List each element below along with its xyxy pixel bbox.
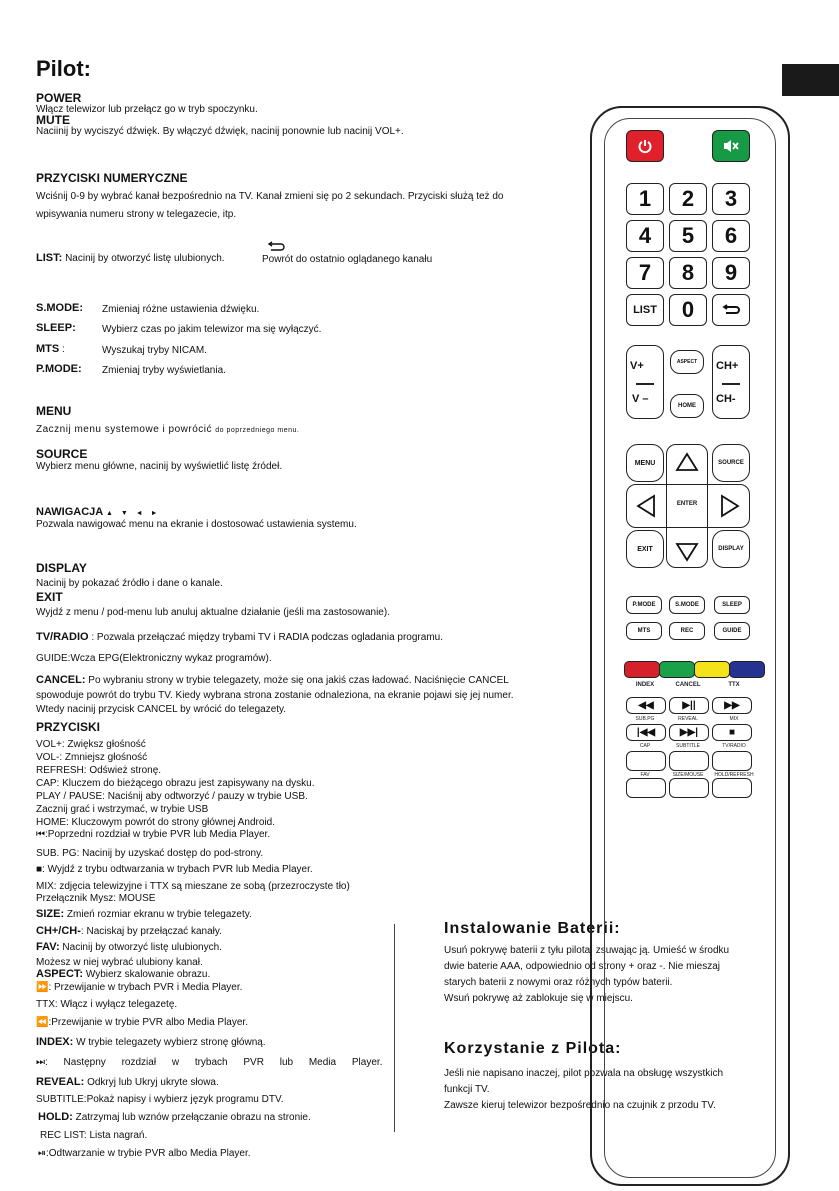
nav-heading: NAWIGACJA <box>36 506 104 518</box>
tvradio-label: TV/RADIO <box>722 743 746 749</box>
volume-rocker[interactable] <box>626 345 664 419</box>
next-line <box>36 1057 382 1068</box>
channel-rocker[interactable] <box>712 345 750 419</box>
cancel-label: CANCEL <box>675 682 701 688</box>
aspect-text: Wybierz skalowanie obrazu. <box>85 969 211 980</box>
size-heading: SIZE: <box>36 908 65 920</box>
pmode-key: P.MODE: <box>36 363 82 375</box>
hold-heading: HOLD: <box>38 1111 73 1123</box>
page-tab-marker <box>782 64 839 96</box>
cap-label: CAP <box>639 743 651 749</box>
chch-line <box>36 925 222 937</box>
size-text: Zmień rozmiar ekranu w trybie telegazety. <box>66 909 252 920</box>
przyciski-line-4: PLAY / PAUSE: Naciśnij aby odtworzyć / pauzy w trybie USB. <box>36 791 308 802</box>
przyciski-line-0: VOL+: Zwiększ głośność <box>36 739 146 750</box>
recall-button-icon <box>721 304 741 316</box>
guide-text: GUIDE:Wcza EPG(Elektroniczny wykaz programów). <box>36 653 272 664</box>
next-text: : Następny rozdział w trybach PVR lub Media Player. <box>45 1057 383 1068</box>
nav-arrows: ▲ ▼ ◄ ► <box>106 510 161 517</box>
prev-chapter-icon: ⏮ <box>36 829 45 840</box>
nav-line <box>36 506 161 518</box>
fast-forward-button-icon: ▶▶ <box>724 700 740 711</box>
stop-text: : Wyjdź z trybu odtwarzania w trybach PVR lub Media Player. <box>42 864 313 875</box>
mute-icon <box>722 138 740 154</box>
yellow-button[interactable] <box>694 661 730 678</box>
fast-forward-button[interactable] <box>712 697 752 714</box>
recall-text: Powrót do ostatnio oglądanego kanału <box>262 254 433 265</box>
num-button-8[interactable]: 8 <box>669 257 707 289</box>
ff-text: : Przewijanie w trybach PVR i Media Player. <box>48 982 243 993</box>
stop-button-icon: ■ <box>728 727 736 738</box>
stop-line <box>36 864 313 875</box>
index-heading: INDEX: <box>36 1036 74 1048</box>
przyciski-line-3: CAP: Kluczem do bieżącego obrazu jest zapisywany na dysku. <box>36 778 315 789</box>
num-button-4[interactable]: 4 <box>626 220 664 252</box>
numeric-heading: PRZYCISKI NUMERYCZNE <box>36 171 188 185</box>
nav-up-icon[interactable] <box>675 452 699 477</box>
pmode-line <box>36 363 82 375</box>
rewind-button[interactable] <box>626 697 666 714</box>
mute-heading: MUTE <box>36 113 70 127</box>
ttx-label: TTX <box>728 682 740 688</box>
battery-line-3: starych baterii z nowymi oraz różnych typów baterii. <box>444 977 673 988</box>
reveal-heading: REVEAL: <box>36 1076 85 1088</box>
pmode-button[interactable]: P.MODE <box>626 596 662 614</box>
play-pause-icon: ⏯ <box>38 1148 46 1159</box>
tvradio-heading: TV/RADIO <box>36 631 89 643</box>
mute-text: Naciinij by wyciszyć dźwięk. By włączyć dźwięk, nacinij ponownie lub nacinij VOL+. <box>36 126 404 137</box>
cancel-text-1: Po wybraniu strony w trybie telegazety, może się ona jakiś czas ładować. Naciśnięcie CANCEL <box>88 675 509 686</box>
prev-text: :Poprzedni rozdział w trybie PVR lub Media Player. <box>45 829 271 840</box>
rewind-button-icon: ◀◀ <box>638 700 654 711</box>
index-label: INDEX <box>635 682 655 688</box>
sleep-key: SLEEP: <box>36 322 76 334</box>
recall-button[interactable] <box>712 294 750 326</box>
subtitle-text: SUBTITLE:Pokaż napisy i wybierz język programu DTV. <box>36 1094 284 1105</box>
power-icon <box>637 138 653 154</box>
przyciski-line-5: Zacznij grać i wstrzymać, w trybie USB <box>36 804 209 815</box>
num-button-6[interactable]: 6 <box>712 220 750 252</box>
num-button-9[interactable]: 9 <box>712 257 750 289</box>
num-button-1[interactable]: 1 <box>626 183 664 215</box>
cancel-text-2: spowoduje powrót do trybu TV. Kiedy wybrana strona zostanie odnaleziona, na ekranie pojawi się jej numer. <box>36 690 514 701</box>
cap-button[interactable] <box>626 751 666 771</box>
source-heading: SOURCE <box>36 447 88 461</box>
rew-line <box>36 1017 248 1028</box>
przyciski-line-1: VOL-: Zmniejsz głośność <box>36 752 148 763</box>
battery-line-4: Wsuń pokrywę aż zablokuje się w miejscu. <box>444 993 633 1004</box>
num-button-7[interactable]: 7 <box>626 257 664 289</box>
mts-text: Wyszukaj tryby NICAM. <box>102 345 207 356</box>
aspect-button[interactable]: ASPECT <box>670 350 704 374</box>
przyciski-line-2: REFRESH: Odśwież stronę. <box>36 765 162 776</box>
size-mouse-button[interactable] <box>669 778 709 798</box>
display-heading: DISPLAY <box>36 561 87 575</box>
usage-line-3: Zawsze kieruj telewizor bezpośrednio na czujnik z przodu TV. <box>444 1100 716 1111</box>
reveal-text: Odkryj lub Ukryj ukryte słowa. <box>87 1077 219 1088</box>
przyciski-heading: PRZYCISKI <box>36 720 101 734</box>
przyciski-line-6: HOME: Kluczowym powrót do strony głównej Android. <box>36 817 275 828</box>
reclist-text: REC LIST: Lista nagrań. <box>40 1130 148 1141</box>
exit-text: Wyjdź z menu / pod-menu lub anuluj aktualne działanie (jeśli ma zastosowanie). <box>36 607 390 618</box>
usage-line-2: funkcji TV. <box>444 1084 490 1095</box>
nav-left-icon[interactable] <box>636 494 656 523</box>
menu-button[interactable]: MENU <box>626 444 664 482</box>
przyciski-line-10: MIX: zdjęcia telewizyjne i TTX są mieszane ze sobą (przezroczyste tło) <box>36 881 350 892</box>
num-button-2[interactable]: 2 <box>669 183 707 215</box>
mts-button[interactable]: MTS <box>626 622 662 640</box>
tvradio-button[interactable] <box>712 751 752 771</box>
fav-text: Nacinij by otworzyć listę ulubionych. <box>62 942 222 953</box>
guide-button[interactable]: GUIDE <box>714 622 750 640</box>
mts-sep: : <box>59 344 65 355</box>
subpg-label: SUB.PG <box>635 716 655 722</box>
next-chapter-button[interactable] <box>669 724 709 741</box>
display-text: Nacinij by pokazać źródło i dane o kanale. <box>36 578 223 589</box>
page-title: Pilot: <box>36 56 91 81</box>
menu-small: do poprzedniego menu. <box>215 427 300 434</box>
przyciski-line-8: SUB. PG: Nacinij by uzyskać dostęp do pod-strony. <box>36 848 264 859</box>
home-button[interactable]: HOME <box>670 394 704 418</box>
vol-down-label: V – <box>632 393 649 405</box>
nav-down-icon[interactable] <box>675 542 699 567</box>
subtitle-label: SUBTITLE <box>676 743 700 749</box>
column-divider <box>394 924 395 1132</box>
sleep-button[interactable]: SLEEP <box>714 596 750 614</box>
fav-line <box>36 941 222 953</box>
aspect-line <box>36 968 210 980</box>
ch-separator <box>722 383 740 385</box>
source-button[interactable]: SOURCE <box>712 444 750 482</box>
next-chapter-button-icon: ▶▶| <box>679 727 699 738</box>
ttx-text: TTX: Włącz i wyłącz telegazetę. <box>36 999 178 1010</box>
sleep-line <box>36 322 76 334</box>
rec-button[interactable]: REC <box>669 622 705 640</box>
subtitle-button[interactable] <box>669 751 709 771</box>
exit-heading: EXIT <box>36 590 63 604</box>
fav-heading: FAV: <box>36 941 60 953</box>
num-button-5[interactable]: 5 <box>669 220 707 252</box>
smode-line <box>36 302 83 314</box>
chch-text: : Naciskaj by przełączać kanały. <box>80 926 222 937</box>
index-line <box>36 1036 266 1048</box>
enter-button[interactable]: ENTER <box>676 501 698 507</box>
size-mouse-label: SIZE/MOUSE <box>672 772 704 778</box>
prev-chapter-button-icon: |◀◀ <box>636 727 656 738</box>
mts-line <box>36 343 65 355</box>
hold-line <box>38 1111 311 1123</box>
mix-label: MIX <box>729 716 739 722</box>
nav-right-icon[interactable] <box>720 494 740 523</box>
nav-text: Pozwala nawigować menu na ekranie i dostosować ustawienia systemu. <box>36 519 357 530</box>
vol-separator <box>636 383 654 385</box>
stop-icon: ■ <box>36 864 43 875</box>
fav-button[interactable] <box>626 778 666 798</box>
hold-refresh-button[interactable] <box>712 778 752 798</box>
play-pause-button-icon: ▶|| <box>682 700 696 711</box>
rew-text: :Przewijanie w trybie PVR albo Media Player. <box>48 1017 248 1028</box>
red-button[interactable] <box>624 661 660 678</box>
prev-line <box>36 829 270 840</box>
ff-line <box>36 982 242 993</box>
list-line <box>36 252 225 264</box>
size-line <box>36 908 252 920</box>
next-chapter-icon: ⏭ <box>36 1057 45 1068</box>
smode-text: Zmieniaj różne ustawienia dźwięku. <box>102 304 260 315</box>
battery-line-2: dwie baterie AAA, odpowiednio od strony + oraz -. Nie mieszaj <box>444 961 720 972</box>
fav-label: FAV <box>640 772 650 778</box>
mts-key: MTS <box>36 343 60 355</box>
play-pause-button[interactable] <box>669 697 709 714</box>
reveal-line <box>36 1076 219 1088</box>
fast-forward-icon: ⏩ <box>36 982 49 993</box>
power-button[interactable] <box>626 130 664 162</box>
exit-button[interactable]: EXIT <box>626 530 664 568</box>
green-button[interactable] <box>659 661 695 678</box>
usage-line-1: Jeśli nie napisano inaczej, pilot pozwala na obsługę wszystkich <box>444 1068 724 1079</box>
playpause-text: :Odtwarzanie w trybie PVR albo Media Player. <box>46 1148 251 1159</box>
cancel-heading: CANCEL: <box>36 674 86 686</box>
battery-heading: Instalowanie Baterii: <box>444 920 621 937</box>
power-heading: POWER <box>36 91 82 105</box>
przyciski-line-11: Przełącznik Mysz: MOUSE <box>36 893 156 904</box>
playpause-line <box>38 1148 251 1159</box>
power-text: Włącz telewizor lub przełącz go w tryb spoczynku. <box>36 104 258 115</box>
usage-heading: Korzystanie z Pilota: <box>444 1040 622 1057</box>
source-text: Wybierz menu główne, nacinij by wyświetlić listę źródeł. <box>36 461 283 472</box>
ch-up-label: CH+ <box>716 360 739 372</box>
ch-down-label: CH- <box>716 393 736 405</box>
hold-text: Zatrzymaj lub wznów przełączanie obrazu na stronie. <box>75 1112 311 1123</box>
battery-line-1: Usuń pokrywę baterii z tyłu pilota, zsuwając ją. Umieść w środku <box>444 945 730 956</box>
blue-button[interactable] <box>729 661 765 678</box>
chch-heading: CH+/CH- <box>36 925 81 937</box>
menu-heading: MENU <box>36 404 72 418</box>
cancel-text-3: Wtedy nacinij przycisk CANCEL by wrócić do telegazety. <box>36 704 287 715</box>
tvradio-line <box>36 631 443 643</box>
display-button[interactable]: DISPLAY <box>712 530 750 568</box>
mute-button[interactable] <box>712 130 750 162</box>
menu-line <box>36 424 299 435</box>
prev-chapter-button[interactable] <box>626 724 666 741</box>
vol-up-label: V+ <box>630 360 644 372</box>
list-heading: LIST: <box>36 252 63 264</box>
num-button-3[interactable]: 3 <box>712 183 750 215</box>
aspect-heading: ASPECT: <box>36 968 84 980</box>
rewind-icon: ⏪ <box>36 1017 49 1028</box>
numeric-text-1: Wciśnij 0-9 by wybrać kanał bezpośrednio na TV. Kanał zmieni się po 2 sekundach. Przyciski służą też do <box>36 191 504 202</box>
smode-key: S.MODE: <box>36 302 84 314</box>
hold-refresh-label: HOLD/REFRESH <box>714 772 754 778</box>
numeric-text-2: wpisywania numeru strony w telegazecie, itp. <box>36 209 237 220</box>
smode-button[interactable]: S.MODE <box>669 596 705 614</box>
menu-text: Zacznij menu systemowe i powrócić <box>36 424 212 435</box>
tvradio-text: : Pozwala przełączać między trybami TV i RADIA podczas ogladania programu. <box>91 632 443 643</box>
index-text: W trybie telegazety wybierz stronę główną. <box>76 1037 266 1048</box>
fav-text-2: Możesz w niej wybrać ulubiony kanał. <box>36 957 203 968</box>
cancel-line <box>36 674 509 686</box>
list-text: Nacinij by otworzyć listę ulubionych. <box>65 253 225 264</box>
num-button-0[interactable]: 0 <box>669 294 707 326</box>
stop-button[interactable] <box>712 724 752 741</box>
reveal-label: REVEAL <box>678 716 698 722</box>
list-button[interactable]: LIST <box>626 294 664 326</box>
pmode-text: Zmieniaj tryby wyświetlania. <box>102 365 226 376</box>
sleep-text: Wybierz czas po jakim telewizor ma się wyłączyć. <box>102 324 322 335</box>
